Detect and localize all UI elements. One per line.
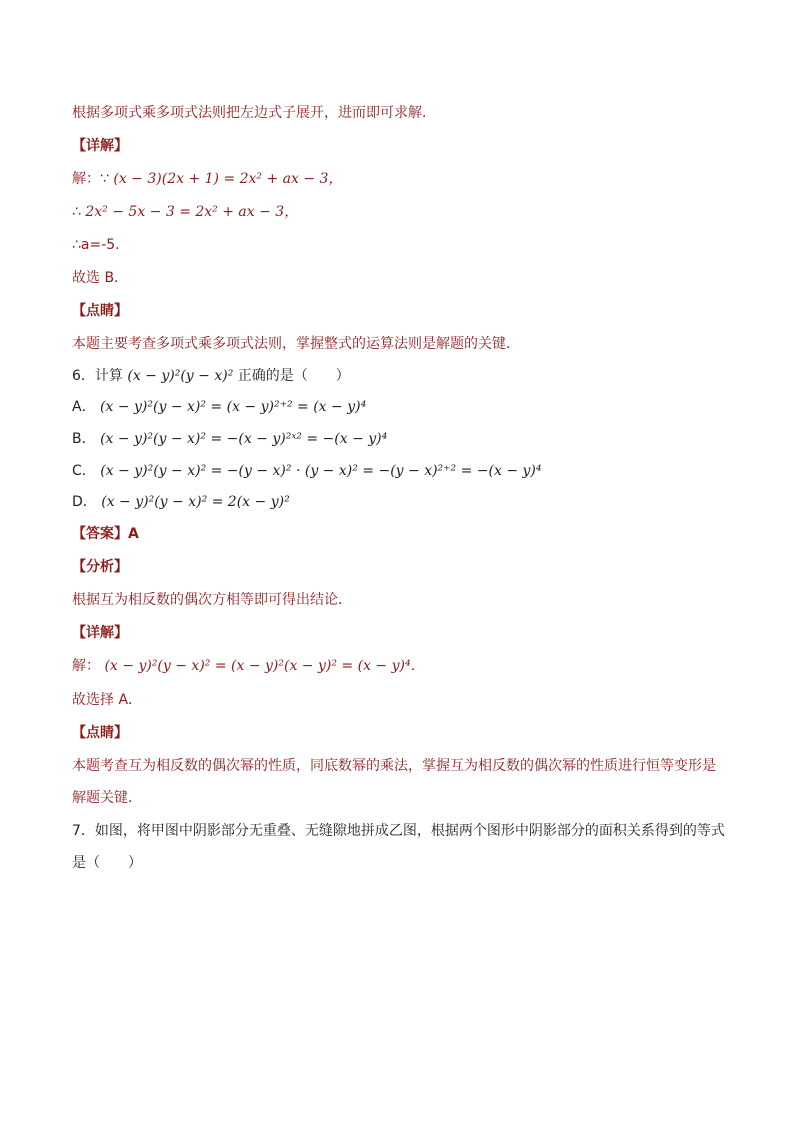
comment-text-1: 本题考查互为相反数的偶次幂的性质，同底数幂的乘法，掌握互为相反数的偶次幂的性质进行恒等变形是 [72, 758, 716, 774]
analysis-text: 根据互为相反数的偶次方相等即可得出结论． [72, 592, 352, 608]
detail-heading-prev: 【详解】 [72, 138, 128, 154]
question-6-suffix: 正确的是（ ） [237, 368, 350, 384]
comment-text-prev: 本题主要考查多项式乘多项式法则，掌握整式的运算法则是解题的关键． [72, 336, 520, 352]
option-d [72, 492, 290, 512]
question-7-line-2: 是（ ） [72, 855, 142, 871]
choice-line-prev: 故选 B． [72, 270, 129, 286]
comment-heading: 【点睛】 [72, 725, 128, 741]
solution-line-2 [72, 202, 298, 222]
solution-prefix: 解：∵ [72, 171, 109, 187]
question-7-line-1: 7．如图，将甲图中阴影部分无重叠、无缝隙地拼成乙图，根据两个图形中阴影部分的面积关系得到的等式 [72, 823, 725, 839]
solution-line-3: ∴a=-5． [72, 237, 130, 253]
answer-line: 【答案】A [72, 526, 139, 542]
solution-prefix-6: 解： [72, 658, 100, 674]
option-d-label: D． [72, 494, 97, 510]
question-6-prefix: 6．计算 [72, 368, 123, 384]
solution-equation-6: (x − y)²(y − x)² = (x − y)²(x − y)² = (x − y)⁴． [104, 658, 425, 674]
therefore-symbol: ∴ [72, 204, 86, 220]
solution-line-1 [72, 169, 342, 189]
solution-equation-2: 2x² − 5x − 3 = 2x² + ax − 3， [85, 204, 299, 220]
analysis-text-prev: 根据多项式乘多项式法则把左边式子展开，进而即可求解． [72, 105, 436, 121]
question-6 [72, 366, 350, 386]
analysis-heading: 【分析】 [72, 559, 128, 575]
option-b-label: B． [72, 431, 96, 447]
solution-equation-1: (x − 3)(2x + 1) = 2x² + ax − 3， [113, 171, 343, 187]
choice-line: 故选择 A． [72, 692, 143, 708]
comment-text-2: 解题关键． [72, 790, 142, 806]
option-c [72, 461, 542, 481]
option-a [72, 397, 366, 417]
option-a-label: A． [72, 399, 96, 415]
comment-heading-prev: 【点睛】 [72, 303, 128, 319]
solution-line [72, 656, 425, 676]
detail-heading: 【详解】 [72, 625, 128, 641]
question-6-expression: (x − y)²(y − x)² [127, 368, 234, 384]
option-d-math: (x − y)²(y − x)² = 2(x − y)² [101, 494, 290, 510]
option-c-label: C． [72, 463, 96, 479]
option-c-math: (x − y)²(y − x)² = −(y − x)² · (y − x)² = −(y − x)²⁺² = −(x − y)⁴ [100, 463, 542, 479]
option-a-math: (x − y)²(y − x)² = (x − y)²⁺² = (x − y)⁴ [100, 399, 367, 415]
option-b [72, 429, 387, 449]
option-b-math: (x − y)²(y − x)² = −(x − y)²ˣ² = −(x − y)⁴ [100, 431, 388, 447]
